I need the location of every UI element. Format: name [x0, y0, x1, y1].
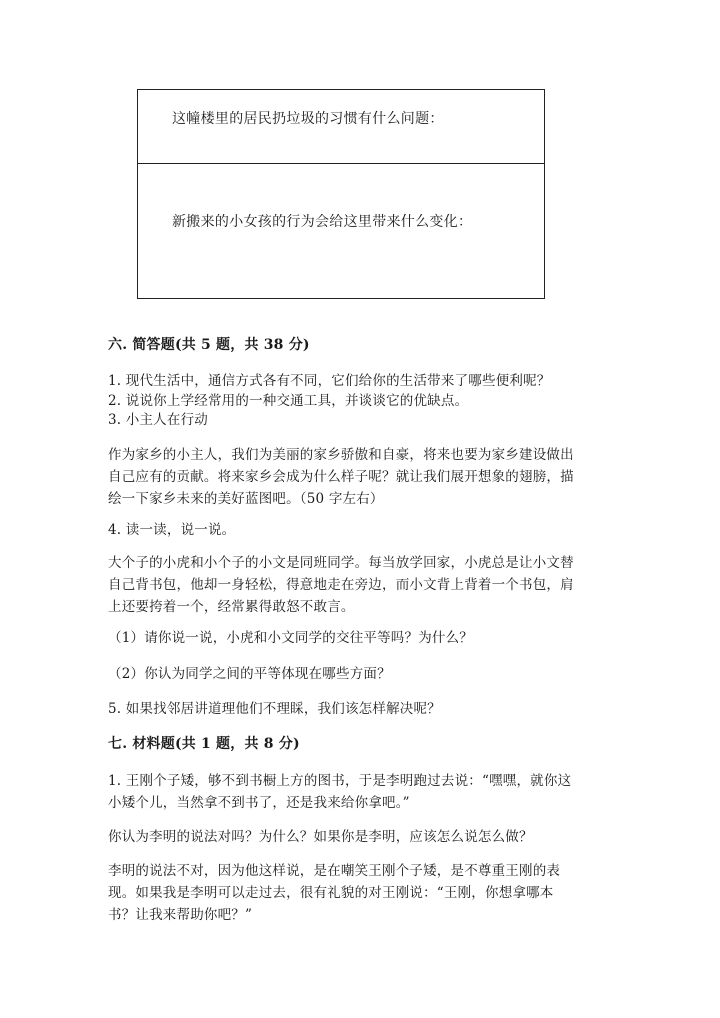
s6-q4-text-line: 自己背书包，他却一身轻松，得意地走在旁边，而小文背上背着一个书包，肩	[108, 577, 574, 593]
s6-q4-text-line: 上还要挎着一个，经常累得敢怒不敢言。	[108, 599, 355, 615]
s6-question-5: 5. 如果找邻居讲道理他们不理睬，我们该怎样解决呢？	[108, 701, 441, 717]
s6-q3-text-line: 自己应有的贡献。将来家乡会成为什么样子呢？就让我们展开想象的翅膀，描	[108, 469, 574, 485]
s6-question-1: 1. 现代生活中，通信方式各有不同，它们给你的生活带来了哪些便利呢？	[108, 373, 551, 389]
table-divider	[138, 163, 544, 164]
table-row-habit-question: 这幢楼里的居民扔垃圾的习惯有什么问题：	[172, 111, 444, 127]
s6-q4-text-line: 大个子的小虎和小个子的小文是同班同学。每当放学回家，小虎总是让小文替	[108, 555, 574, 571]
table-row-change-question: 新搬来的小女孩的行为会给这里带来什么变化：	[172, 214, 473, 230]
s6-question-4: 4. 读一读，说一说。	[108, 522, 236, 538]
s6-q4-sub-2: （2）你认为同学之间的平等体现在哪些方面？	[108, 666, 391, 682]
s7-question: 你认为李明的说法对吗？为什么？如果你是李明，应该怎么说怎么做？	[108, 829, 533, 845]
s6-q3-text-line: 绘一下家乡未来的美好蓝图吧。（50 字左右）	[108, 491, 384, 507]
s7-answer-line: 书？让我来帮助你吧？”	[108, 907, 253, 923]
s6-question-2: 2. 说说你上学经常用的一种交通工具，并谈谈它的优缺点。	[108, 393, 469, 409]
s6-question-3: 3. 小主人在行动	[108, 412, 208, 428]
question-table	[137, 89, 545, 299]
s7-q1-line: 1. 王刚个子矮，够不到书橱上方的图书，于是李明跑过去说：“嘿嘿，就你这	[108, 773, 572, 789]
s6-q4-sub-1: （1）请你说一说，小虎和小文同学的交往平等吗？为什么？	[108, 630, 473, 646]
s7-answer-line: 李明的说法不对，因为他这样说，是在嘲笑王刚个子矮，是不尊重王刚的表	[108, 863, 561, 879]
section-7-heading: 七. 材料题(共 1 题，共 8 分)	[108, 736, 300, 752]
s7-answer-line: 现。如果我是李明可以走过去，很有礼貌的对王刚说：“王刚，你想拿哪本	[108, 885, 554, 901]
section-6-heading: 六. 简答题(共 5 题，共 38 分)	[108, 337, 310, 353]
s7-q1-line: 小矮个儿，当然拿不到书了，还是我来给你拿吧。”	[108, 795, 410, 811]
s6-q3-text-line: 作为家乡的小主人，我们为美丽的家乡骄傲和自豪，将来也要为家乡建设做出	[108, 447, 574, 463]
